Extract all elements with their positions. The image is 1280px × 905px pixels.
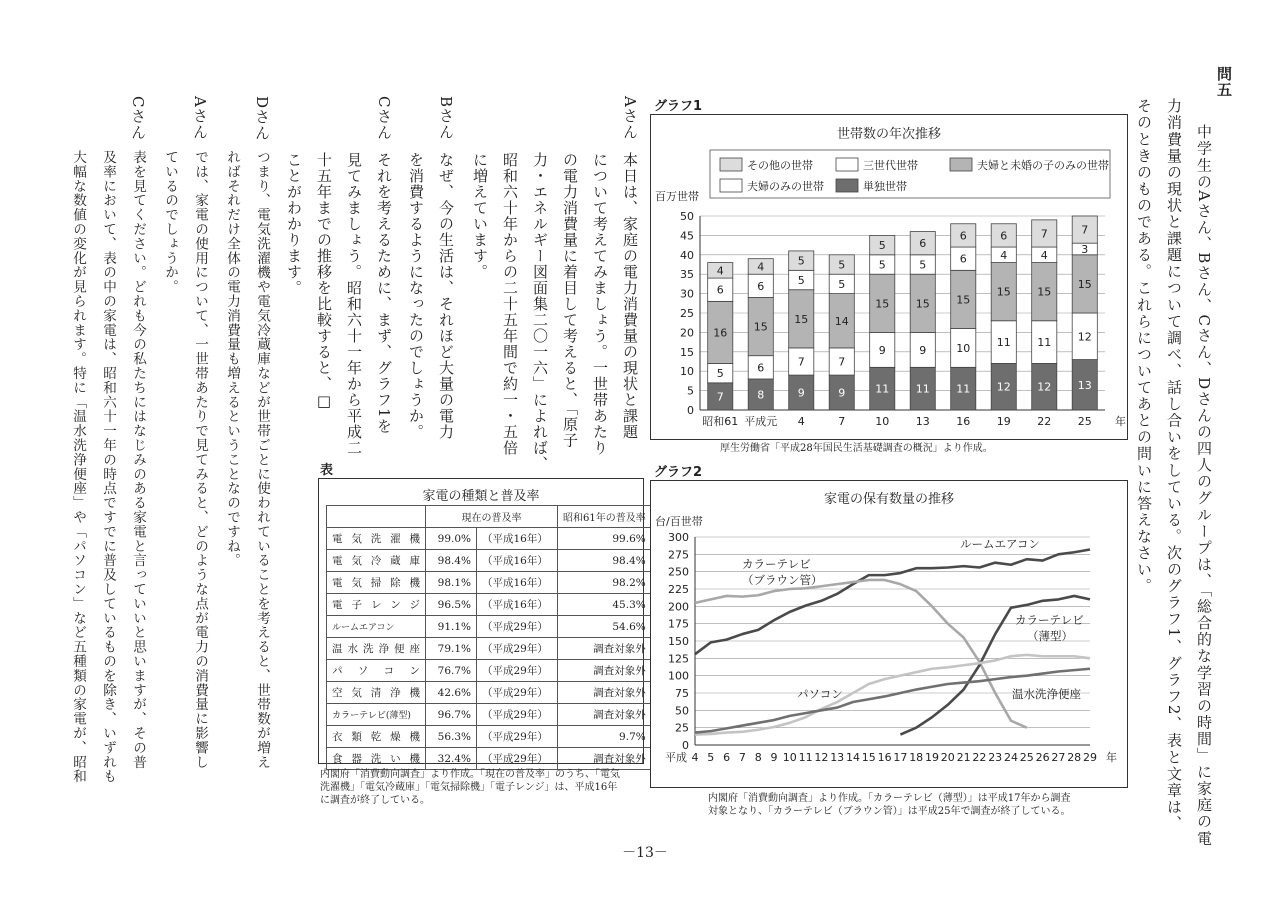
y-tick-label: 15 xyxy=(680,345,694,359)
data-label: 5 xyxy=(838,258,846,272)
s61-rate: 99.6% xyxy=(558,528,652,550)
s61-rate: 調査対象外 xyxy=(558,748,652,770)
x-tick-label: 21 xyxy=(956,751,971,764)
data-label: 4 xyxy=(716,264,724,278)
dialogue-line: 昭和六十年からの二十五年間で約一・五倍 xyxy=(501,152,519,456)
table-source-line: に調査が終了している。 xyxy=(320,795,430,806)
x-tick-label: 4 xyxy=(691,751,699,764)
x-tick-label: 12 xyxy=(814,751,829,764)
data-label: 4 xyxy=(1000,248,1008,262)
table-row xyxy=(327,704,652,726)
table-row xyxy=(327,726,652,748)
table-source xyxy=(320,768,620,807)
survey-year: （平成29年） xyxy=(477,638,558,660)
x-tick-label: 7 xyxy=(838,415,846,428)
speaker-label: Cさん xyxy=(129,96,147,141)
graph1-chart xyxy=(650,114,1130,444)
series-label: ルームエアコン xyxy=(960,537,1040,551)
s61-rate: 45.3% xyxy=(558,594,652,616)
dialogue-line: 力・エネルギー図面集二〇一六」によれば、 xyxy=(531,152,549,472)
y-tick-label: 225 xyxy=(668,583,689,596)
x-prefix-label: 平成 xyxy=(665,751,687,764)
survey-year: （平成16年） xyxy=(477,594,558,616)
table-row xyxy=(327,616,652,638)
dialogue-line: ているのでしょうか。 xyxy=(162,150,178,294)
x-tick-label: 27 xyxy=(1051,751,1066,764)
data-label: 6 xyxy=(959,229,967,243)
y-tick-label: 275 xyxy=(668,548,689,562)
x-tick-label: 19 xyxy=(925,751,939,764)
y-tick-label: 10 xyxy=(680,365,694,379)
appliance-name: 電子レンジ xyxy=(327,594,426,616)
survey-year: （平成29年） xyxy=(477,704,558,726)
y-tick-label: 150 xyxy=(668,635,689,648)
data-label: 12 xyxy=(1077,330,1092,344)
legend-label: 三世代世帯 xyxy=(863,159,918,172)
y-tick-label: 300 xyxy=(668,531,689,544)
series-line xyxy=(695,580,1027,728)
data-label: 7 xyxy=(716,390,724,404)
y-tick-label: 20 xyxy=(680,326,694,340)
graph1-ylabel: 百万世帯 xyxy=(655,190,699,203)
data-label: 7 xyxy=(1081,223,1089,237)
x-tick-label: 14 xyxy=(846,751,860,764)
series-label: 温水洗浄便座 xyxy=(1012,687,1081,701)
data-label: 6 xyxy=(757,279,765,293)
appliance-name: 食器洗い機 xyxy=(327,748,426,770)
appliance-name: 衣類乾燥機 xyxy=(327,726,426,748)
data-label: 6 xyxy=(1000,229,1008,243)
table-header-current: 現在の普及率 xyxy=(426,506,558,528)
x-tick-label: 5 xyxy=(707,751,715,764)
legend-label: 夫婦と未婚の子のみの世帯 xyxy=(977,159,1109,172)
appliance-name: 電気掃除機 xyxy=(327,572,426,594)
graph1-heading: グラフ1 xyxy=(654,99,703,114)
appliance-name: カラーテレビ(薄型) xyxy=(327,704,426,726)
question-line-2: 力消費量の現状と課題について調べ、話し合いをしている。次のグラフ1、グラフ2、表と文章は、 xyxy=(1165,98,1183,832)
x-tick-label: 19 xyxy=(996,415,1011,428)
legend-swatch xyxy=(836,179,858,192)
s61-rate: 98.4% xyxy=(558,550,652,572)
series-label: （ブラウン管） xyxy=(742,573,823,587)
data-label: 5 xyxy=(797,274,805,288)
appliance-name: パソコン xyxy=(327,660,426,682)
graph2-title: 家電の保有数量の推移 xyxy=(823,492,954,507)
dialogue-line: について考えてみましょう。一世帯あたり xyxy=(591,152,609,456)
dialogue-line: 十五年までの推移を比較すると、□ xyxy=(315,152,333,411)
y-tick-label: 75 xyxy=(675,687,689,700)
s61-rate: 調査対象外 xyxy=(558,638,652,660)
table-header-blank xyxy=(327,506,426,528)
y-tick-label: 175 xyxy=(668,617,689,631)
dialogue-line: 表を見てください。どれも今の私たちにはなじみのある家電と言っていいと思いますが、その普 xyxy=(130,150,146,770)
x-tick-label: 25 xyxy=(1077,415,1092,428)
appliance-name: 空気清浄機 xyxy=(327,682,426,704)
speaker-label: Aさん xyxy=(191,96,209,140)
graph2-source xyxy=(708,792,1071,818)
table-header-row xyxy=(327,506,652,528)
graph2-ylabel: 台/百世帯 xyxy=(655,515,703,528)
table-row xyxy=(327,594,652,616)
current-rate: 32.4% xyxy=(426,748,477,770)
current-rate: 76.7% xyxy=(426,660,477,682)
table-row xyxy=(327,660,652,682)
x-tick-label: 7 xyxy=(738,751,746,764)
x-tick-label: 24 xyxy=(1004,751,1018,764)
x-tick-label: 17 xyxy=(893,751,908,764)
appliance-name: ルームエアコン xyxy=(327,616,426,638)
survey-year: （平成16年） xyxy=(477,572,558,594)
table-header-s61: 昭和61年の普及率 xyxy=(558,506,652,528)
table-row xyxy=(327,748,652,770)
table-row xyxy=(327,682,652,704)
appliance-table xyxy=(326,505,652,770)
legend-label: 単独世帯 xyxy=(863,180,907,193)
current-rate: 98.1% xyxy=(426,572,477,594)
series-label: カラーテレビ xyxy=(742,557,811,571)
table-row xyxy=(327,572,652,594)
y-tick-label: 5 xyxy=(687,384,694,398)
x-tick-label: 22 xyxy=(1037,415,1052,428)
s61-rate: 9.7% xyxy=(558,726,652,748)
x-tick-label: 13 xyxy=(830,751,845,764)
survey-year: （平成29年） xyxy=(477,748,558,770)
x-tick-label: 26 xyxy=(1035,751,1050,764)
data-label: 14 xyxy=(834,314,849,328)
survey-year: （平成29年） xyxy=(477,726,558,748)
x-unit-label: 年 xyxy=(1115,415,1126,428)
y-tick-label: 35 xyxy=(680,268,694,282)
data-label: 5 xyxy=(716,367,724,381)
data-label: 12 xyxy=(996,380,1011,394)
graph2-heading: グラフ2 xyxy=(654,465,703,480)
data-label: 4 xyxy=(1040,248,1048,262)
y-tick-label: 250 xyxy=(668,565,689,579)
dialogue-line: 本日は、家庭の電力消費量の現状と課題 xyxy=(621,152,639,440)
legend-swatch xyxy=(720,179,742,192)
table-row xyxy=(327,550,652,572)
question-line-3: そのときのものである。これらについてあとの問いに答えなさい。 xyxy=(1135,98,1153,595)
dialogue-line: なぜ、今の生活は、それほど大量の電力 xyxy=(437,152,455,440)
legend-label: 夫婦のみの世帯 xyxy=(747,180,824,193)
table-source-line: 内閣府「消費動向調査」より作成。「現在の普及率」のうち、「電気 xyxy=(320,769,620,780)
x-tick-label: 9 xyxy=(770,751,778,764)
table-heading: 表 xyxy=(320,463,334,478)
question-line-1: 中学生のAさん、Bさん、Cさん、Dさんの四人のグループは、「総合的な学習の時間」に家庭の電 xyxy=(1195,124,1213,847)
series-label: （薄型） xyxy=(1027,629,1073,643)
data-label: 11 xyxy=(956,382,971,396)
x-tick-label: 昭和61 xyxy=(702,415,739,428)
current-rate: 99.0% xyxy=(426,528,477,550)
graph2-source-line: 内閣府「消費動向調査」より作成。「カラーテレビ（薄型）」は平成17年から調査 xyxy=(708,793,1071,804)
s61-rate: 調査対象外 xyxy=(558,660,652,682)
graph1-title: 世帯数の年次推移 xyxy=(836,127,941,142)
data-label: 12 xyxy=(1037,380,1052,394)
dialogue-line: を消費するようになったのでしょうか。 xyxy=(407,152,425,440)
current-rate: 56.3% xyxy=(426,726,477,748)
data-label: 7 xyxy=(797,355,805,369)
data-label: 15 xyxy=(1037,285,1052,299)
legend-swatch xyxy=(950,158,972,171)
data-label: 15 xyxy=(753,320,768,334)
y-tick-label: 50 xyxy=(680,210,694,223)
x-tick-label: 4 xyxy=(797,415,805,428)
x-tick-label: 18 xyxy=(909,751,924,764)
x-tick-label: 平成元 xyxy=(744,415,778,428)
survey-year: （平成29年） xyxy=(477,616,558,638)
speaker-label: Cさん xyxy=(375,96,393,141)
data-label: 9 xyxy=(838,386,846,400)
data-label: 7 xyxy=(838,355,846,369)
y-tick-label: 0 xyxy=(682,739,689,752)
x-tick-label: 28 xyxy=(1067,751,1082,764)
s61-rate: 54.6% xyxy=(558,616,652,638)
y-tick-label: 25 xyxy=(675,721,689,735)
data-label: 3 xyxy=(1081,242,1089,256)
data-label: 15 xyxy=(956,293,971,307)
x-tick-label: 16 xyxy=(877,751,892,764)
x-tick-label: 11 xyxy=(798,751,813,764)
current-rate: 96.7% xyxy=(426,704,477,726)
dialogue-line: の電力消費量に着目して考えると、「原子 xyxy=(561,152,579,449)
x-tick-label: 22 xyxy=(972,751,987,764)
data-label: 5 xyxy=(878,239,886,253)
data-label: 5 xyxy=(919,258,927,272)
x-tick-label: 16 xyxy=(956,415,971,428)
data-label: 8 xyxy=(757,388,765,402)
data-label: 9 xyxy=(797,386,805,400)
data-label: 15 xyxy=(1077,277,1092,291)
survey-year: （平成16年） xyxy=(477,528,558,550)
survey-year: （平成29年） xyxy=(477,660,558,682)
data-label: 5 xyxy=(878,258,886,272)
data-label: 6 xyxy=(919,237,927,251)
legend-label: その他の世帯 xyxy=(747,159,813,172)
graph2-chart xyxy=(650,480,1130,790)
x-tick-label: 8 xyxy=(754,751,762,764)
graph1-source: 厚生労働省「平成28年国民生活基礎調査の概況」より作成。 xyxy=(720,443,993,454)
speaker-label: Aさん xyxy=(621,96,639,140)
data-label: 15 xyxy=(794,312,809,326)
dialogue-line: では、家電の使用について、一世帯あたりで見てみると、どのような点が電力の消費量に影響し xyxy=(192,150,208,770)
data-label: 16 xyxy=(713,326,728,340)
legend-swatch xyxy=(836,158,858,171)
dialogue-line: それを考えるために、まず、グラフ1を xyxy=(375,152,393,435)
y-tick-label: 30 xyxy=(680,287,694,301)
current-rate: 42.6% xyxy=(426,682,477,704)
appliance-name: 電気冷蔵庫 xyxy=(327,550,426,572)
graph2-source-line: 対象となり、「カラーテレビ（ブラウン管）」は平成25年で調査が終了している。 xyxy=(708,806,1071,817)
series-label: カラーテレビ xyxy=(1015,613,1084,627)
data-label: 9 xyxy=(878,343,886,357)
data-label: 7 xyxy=(1040,227,1048,241)
x-tick-label: 29 xyxy=(1083,751,1097,764)
series-label: パソコン xyxy=(797,687,843,701)
table-row xyxy=(327,638,652,660)
s61-rate: 調査対象外 xyxy=(558,704,652,726)
y-tick-label: 50 xyxy=(675,704,689,718)
x-unit-label: 年 xyxy=(1106,751,1117,764)
dialogue-line: 見てみましょう。昭和六十一年から平成二 xyxy=(345,152,363,456)
x-tick-label: 10 xyxy=(875,415,890,428)
y-tick-label: 125 xyxy=(668,652,689,666)
data-label: 6 xyxy=(716,283,724,297)
current-rate: 91.1% xyxy=(426,616,477,638)
data-label: 4 xyxy=(757,260,765,274)
data-label: 5 xyxy=(838,277,846,291)
table-source-line: 洗濯機」「電気冷蔵庫」「電気掃除機」「電子レンジ」は、平成16年 xyxy=(320,782,618,793)
survey-year: （平成29年） xyxy=(477,682,558,704)
appliance-name: 温水洗浄便座 xyxy=(327,638,426,660)
data-label: 11 xyxy=(875,382,890,396)
s61-rate: 98.2% xyxy=(558,572,652,594)
dialogue-line: 及率において、表の中の家電は、昭和六十一年の時点ですでに普及しているものを除き、いずれも xyxy=(100,150,116,784)
y-tick-label: 0 xyxy=(687,404,694,417)
y-tick-label: 25 xyxy=(680,307,694,320)
x-tick-label: 6 xyxy=(723,751,731,764)
y-tick-label: 200 xyxy=(668,600,689,614)
data-label: 11 xyxy=(1037,336,1052,350)
y-tick-label: 40 xyxy=(680,248,694,262)
x-tick-label: 15 xyxy=(861,751,876,764)
data-label: 13 xyxy=(1077,378,1092,392)
data-label: 15 xyxy=(996,285,1011,299)
x-tick-label: 23 xyxy=(988,751,1003,764)
current-rate: 96.5% xyxy=(426,594,477,616)
legend-swatch xyxy=(720,158,742,171)
survey-year: （平成16年） xyxy=(477,550,558,572)
data-label: 10 xyxy=(956,341,971,355)
x-tick-label: 25 xyxy=(1019,751,1034,764)
page-number: －13－ xyxy=(622,845,668,861)
table-title: 家電の種類と普及率 xyxy=(422,489,540,504)
data-label: 15 xyxy=(875,297,890,311)
data-label: 15 xyxy=(915,297,930,311)
data-label: 11 xyxy=(915,382,930,396)
x-tick-label: 10 xyxy=(782,751,797,764)
question-number: 問五 xyxy=(1215,66,1233,98)
x-tick-label: 13 xyxy=(915,415,930,428)
y-tick-label: 45 xyxy=(680,229,694,243)
speaker-label: Bさん xyxy=(437,96,455,141)
dialogue-line: つまり、電気洗濯機や電気冷蔵庫などが世帯ごとに使われていることを考えると、世帯数が増え xyxy=(254,150,270,770)
data-label: 9 xyxy=(919,343,927,357)
dialogue-line: ことがわかります。 xyxy=(285,152,303,296)
s61-rate: 調査対象外 xyxy=(558,682,652,704)
dialogue-line: ればそれだけ全体の電力消費量も増えるということなのですね。 xyxy=(224,150,240,568)
current-rate: 79.1% xyxy=(426,638,477,660)
dialogue-line: 大幅な数値の変化が見られます。特に「温水洗浄便座」や「パソコン」など五種類の家電が、昭和 xyxy=(70,150,86,784)
data-label: 6 xyxy=(757,361,765,375)
current-rate: 98.4% xyxy=(426,550,477,572)
speaker-label: Dさん xyxy=(253,96,271,142)
data-label: 5 xyxy=(797,254,805,268)
x-tick-label: 20 xyxy=(940,751,955,764)
table-row xyxy=(327,528,652,550)
data-label: 11 xyxy=(996,336,1011,350)
data-label: 6 xyxy=(959,252,967,266)
appliance-name: 電気洗濯機 xyxy=(327,528,426,550)
dialogue-line: に増えています。 xyxy=(471,152,489,280)
y-tick-label: 100 xyxy=(668,669,689,683)
